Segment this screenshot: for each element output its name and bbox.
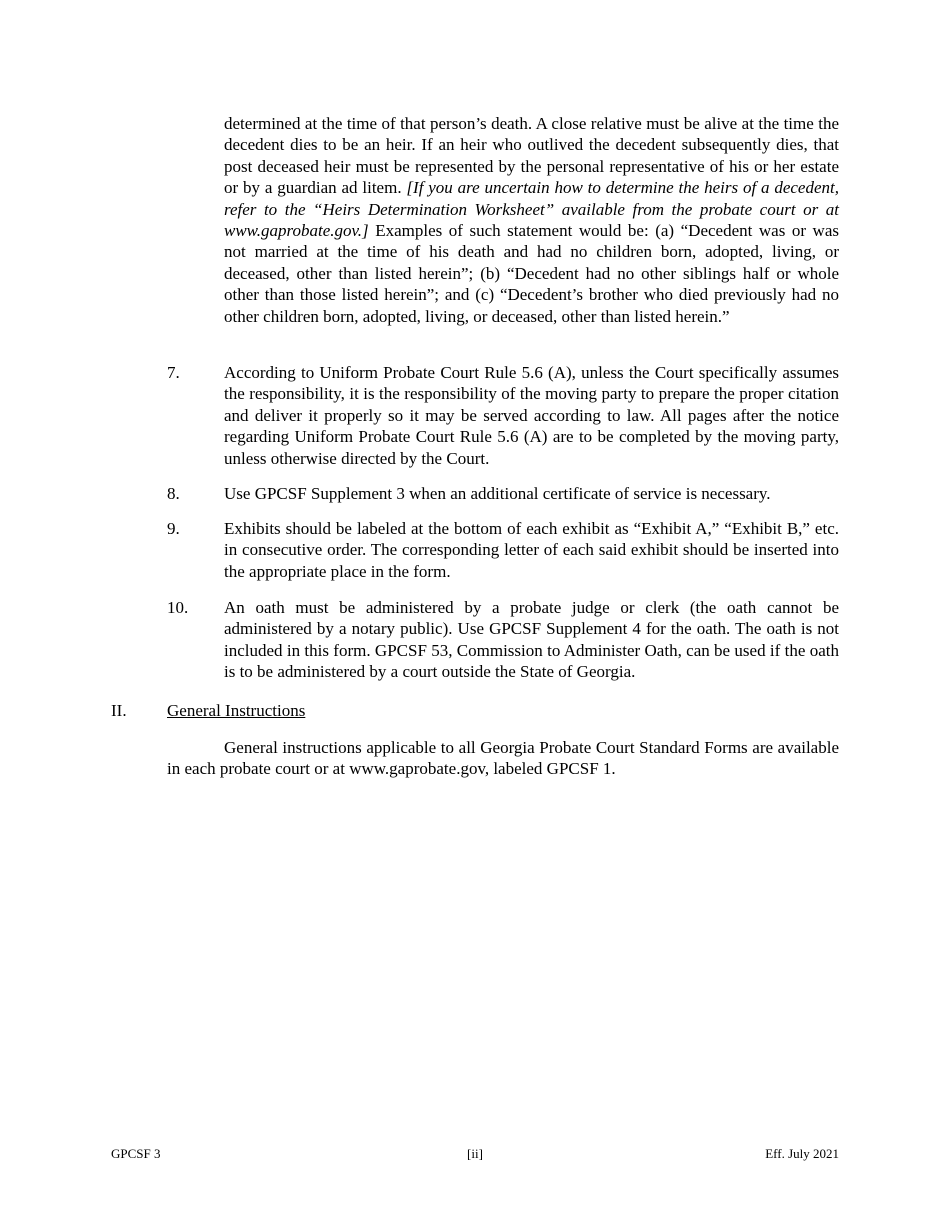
list-item <box>167 483 839 504</box>
continued-paragraph <box>224 113 839 327</box>
continued-italic-note: [If you are uncertain how to determine the heirs of a decedent, refer to the “Heirs Determination Worksheet” available from the probate court or at www.gaprobate.gov.] <box>224 178 839 241</box>
list-item-text: According to Uniform Probate Court Rule 5.6 (A), unless the Court specifically assumes the responsibility, it is the responsibility of the moving party to prepare the proper citation and deliver it properly so it may be served according to law. All pages after the notice regarding Uniform Probate Court Rule 5.6 (A) are to be completed by the moving party, unless otherwise directed by the Court. <box>224 363 839 468</box>
list-item-text: Use GPCSF Supplement 3 when an additional certificate of service is necessary. <box>224 484 771 503</box>
general-instructions-text: General instructions applicable to all Georgia Probate Court Standard Forms are available in each probate court or at www.gaprobate.gov, labeled GPCSF 1. <box>167 738 839 779</box>
footer-form-id: GPCSF 3 <box>111 1146 161 1161</box>
list-item-number: 10. <box>167 598 189 617</box>
list-item-number: 9. <box>167 519 180 538</box>
list-item-text: Exhibits should be labeled at the bottom of each exhibit as “Exhibit A,” “Exhibit B,” etc. in consecutive order. The corresponding letter of each said exhibit should be inserted into the appropriate place in the form. <box>224 519 839 581</box>
section-title: General Instructions <box>167 701 306 720</box>
section-numeral: II. <box>111 701 127 720</box>
list-item <box>167 518 839 582</box>
list-item-number: 7. <box>167 363 180 382</box>
footer-effective-date: Eff. July 2021 <box>765 1146 839 1161</box>
list-item-text: An oath must be administered by a probate judge or clerk (the oath cannot be administered by a notary public). Use GPCSF Supplement 4 for the oath. The oath is not included in this form. GPCSF 53, Commission to Administer Oath, can be used if the oath is to be administered by a court outside the State of Georgia. <box>224 598 839 682</box>
footer-page-number: [ii] <box>467 1146 483 1161</box>
list-item <box>167 597 839 683</box>
list-item-number: 8. <box>167 484 180 503</box>
list-item <box>167 362 839 469</box>
continued-text: determined at the time of that person’s death. A close relative must be alive at the time the decedent dies to be an heir. If an heir who outlived the decedent subsequently dies, that post deceased heir must be represented by the personal representative of his or her estate or by a guardian ad litem. <box>224 114 839 198</box>
continued-examples: Examples of such statement would be: (a) “Decedent was or was not married at the time of his death and had no children born, adopted, living, or deceased, other than listed herein”; (b) “Decedent had no other siblings half or whole other than those listed herein”; and (c) “Decedent’s brother who died previously had no other children born, adopted, living, or deceased, other than listed herein.” <box>224 221 839 326</box>
